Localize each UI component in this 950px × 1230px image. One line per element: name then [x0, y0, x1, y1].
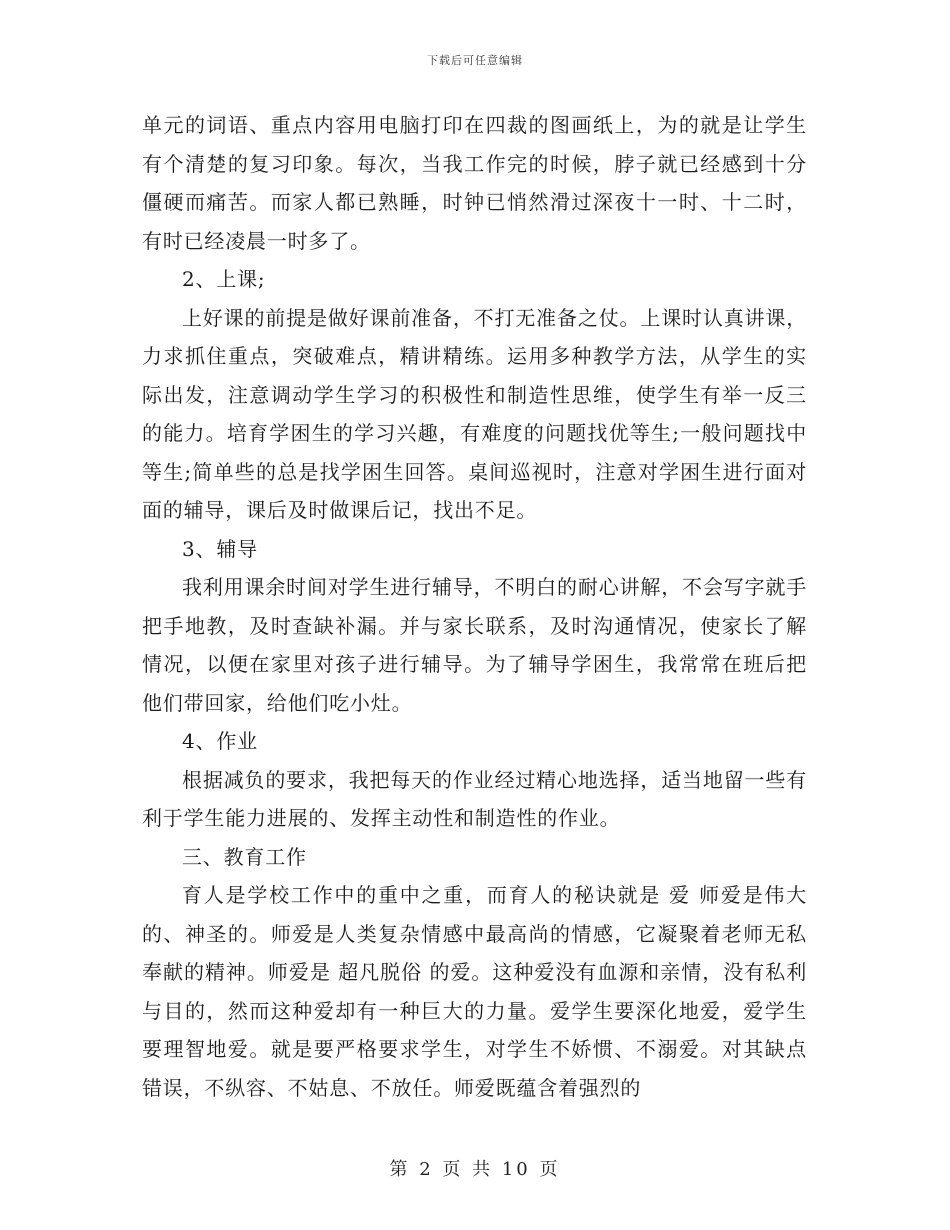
section-heading-tutoring: 3、辅导 [182, 536, 258, 561]
page-number: 第 2 页 共 10 页 [389, 1159, 561, 1180]
paragraph-education: 育人是学校工作中的重中之重，而育人的秘诀就是 爱 师爱是伟大的、神圣的。师爱是人类复杂情感中最高尚的情感，它凝聚着老师无私奉献的精神。师爱是 超凡脱俗 的爱。这种爱没有血源和亲情，没有私利与目的，然而这种爱却有一种巨大的力量。爱学生要深化地爱，爱学生要理智地爱。就是要严格要求学生，对学生不娇惯、不溺爱。对其缺点错误，不纵容、不姑息、不放任。师爱既蕴含着强烈的 [142, 883, 807, 1100]
section-heading-homework: 4、作业 [182, 729, 258, 753]
document-body [142, 106, 807, 1107]
section-heading-class: 2、上课; [182, 267, 266, 291]
paragraph-homework: 根据减负的要求，我把每天的作业经过精心地选择，适当地留一些有利于学生能力进展的、发挥主动性和制造性的作业。 [142, 767, 807, 830]
header-note: 下载后可任意编辑 [427, 54, 523, 67]
paragraph-continuation: 单元的词语、重点内容用电脑打印在四裁的图画纸上，为的就是让学生有个清楚的复习印象。每次，当我工作完的时候，脖子就已经感到十分僵硬而痛苦。而家人都已熟睡，时钟已悄然滑过深夜十一时、十二时，有时已经凌晨一时多了。 [142, 113, 807, 253]
paragraph-tutoring: 我利用课余时间对学生进行辅导，不明白的耐心讲解，不会写字就手把手地教，及时查缺补漏。并与家长联系，及时沟通情况，使家长了解情况，以便在家里对孩子进行辅导。为了辅导学困生，我常常在班后把他们带回家，给他们吃小灶。 [142, 575, 807, 715]
section-heading-education: 三、教育工作 [182, 844, 307, 869]
paragraph-class: 上好课的前提是做好课前准备，不打无准备之仗。上课时认真讲课，力求抓住重点，突破难点，精讲精练。运用多种教学方法，从学生的实际出发，注意调动学生学习的积极性和制造性思维，使学生有举一反三的能力。培育学困生的学习兴趣，有难度的问题找优等生;一般问题找中等生;简单些的总是找学困生回答。桌间巡视时，注意对学困生进行面对面的辅导，课后及时做课后记，找出不足。 [142, 305, 807, 522]
